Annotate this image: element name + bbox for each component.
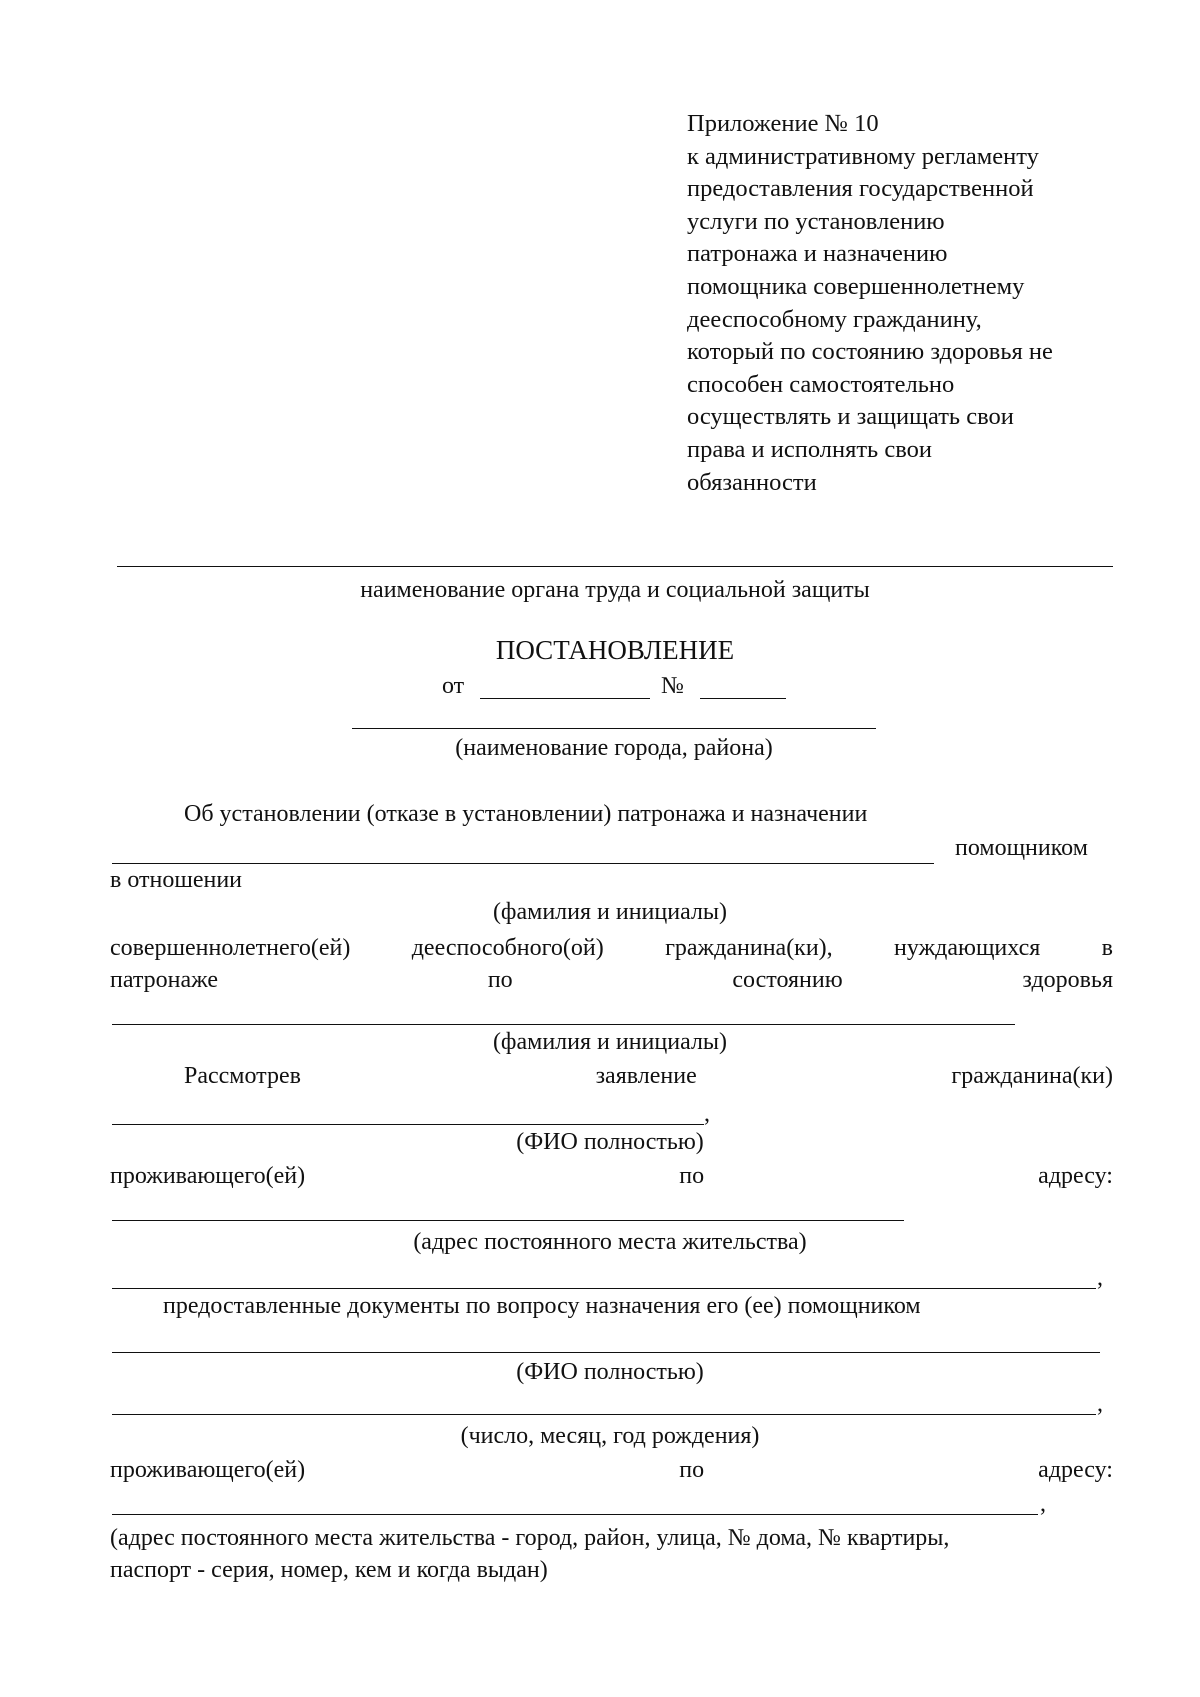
- from-label: от: [442, 673, 465, 699]
- row-word: здоровья: [1022, 967, 1113, 993]
- address-note-line-1: (адрес постоянного места жительства - город, район, улица, № дома, № квартиры,: [110, 1525, 950, 1551]
- number-label: №: [661, 673, 684, 699]
- applicant-name-field[interactable]: [112, 1124, 704, 1125]
- row-word: по: [679, 1457, 705, 1483]
- living-row-1: [110, 1162, 1113, 1190]
- number-field[interactable]: [700, 698, 786, 699]
- address-caption: (адрес постоянного места жительства): [413, 1229, 807, 1255]
- row-word: состоянию: [732, 967, 843, 993]
- row-word: проживающего(ей): [110, 1457, 306, 1483]
- annex-line: который по состоянию здоровья не: [687, 338, 1053, 366]
- fio-caption-2: (ФИО полностью): [516, 1359, 704, 1385]
- city-caption: (наименование города, района): [455, 735, 773, 761]
- row-word: по: [679, 1163, 705, 1189]
- subject-line: Об установлении (отказе в установлении) патронажа и назначении: [184, 801, 868, 827]
- annex-line: к административному регламенту: [687, 142, 1039, 170]
- comma: ,: [1097, 1391, 1103, 1417]
- assistant-word: помощником: [955, 835, 1088, 861]
- row-word: адресу:: [1038, 1163, 1113, 1189]
- comma: ,: [704, 1101, 710, 1127]
- name-caption-2: (фамилия и инициалы): [492, 1029, 728, 1055]
- row-word: нуждающихся: [894, 935, 1041, 961]
- organ-name-field[interactable]: [117, 566, 1113, 567]
- considered-row: [184, 1062, 1113, 1090]
- row-word: по: [487, 967, 513, 993]
- row-word: гражданина(ки): [951, 1063, 1113, 1089]
- assistant-address-field[interactable]: [112, 1514, 1038, 1515]
- annex-block: [687, 108, 1053, 499]
- row-word: адресу:: [1038, 1457, 1113, 1483]
- fio-caption-1: (ФИО полностью): [516, 1129, 704, 1155]
- annex-line: помощника совершеннолетнему: [687, 272, 1025, 300]
- annex-line: права и исполнять свои: [687, 435, 932, 463]
- row-word: совершеннолетнего(ей): [110, 935, 351, 961]
- annex-line: обязанности: [687, 468, 817, 496]
- applicant-address-field[interactable]: [112, 1220, 904, 1221]
- annex-line: услуги по установлению: [687, 207, 945, 235]
- documents-line: предоставленные документы по вопросу назначения его (ее) помощником: [163, 1293, 921, 1319]
- birth-date-field[interactable]: [112, 1414, 1096, 1415]
- in-relation-label: в отношении: [110, 867, 243, 893]
- annex-line: Приложение № 10: [687, 110, 879, 137]
- comma: ,: [1097, 1265, 1103, 1291]
- row-word: гражданина(ки),: [665, 935, 833, 961]
- organ-caption: наименование органа труда и социальной защиты: [360, 577, 870, 603]
- row-word: патронаже: [110, 967, 219, 993]
- living-row-2: [110, 1456, 1113, 1484]
- name-caption-1: (фамилия и инициалы): [492, 899, 728, 925]
- citizen-row-1: [110, 934, 1113, 962]
- birth-caption: (число, месяц, год рождения): [460, 1423, 760, 1449]
- annex-line: способен самостоятельно: [687, 370, 955, 398]
- row-word: Рассмотрев: [184, 1063, 301, 1089]
- annex-line: осуществлять и защищать свои: [687, 403, 1014, 431]
- row-word: в: [1101, 935, 1113, 961]
- comma: ,: [1040, 1491, 1046, 1517]
- applicant-address-field-2[interactable]: [112, 1288, 1096, 1289]
- assistant-name-field[interactable]: [112, 863, 934, 864]
- assistant-fio-field[interactable]: [112, 1352, 1100, 1353]
- row-word: проживающего(ей): [110, 1163, 306, 1189]
- annex-line: предоставления государственной: [687, 175, 1034, 203]
- row-word: дееспособного(ой): [411, 935, 604, 961]
- annex-line: патронажа и назначению: [687, 240, 948, 268]
- row-word: заявление: [595, 1063, 697, 1089]
- annex-line: дееспособному гражданину,: [687, 305, 982, 333]
- citizen-row-2: [110, 966, 1113, 994]
- date-field[interactable]: [480, 698, 650, 699]
- document-title: ПОСТАНОВЛЕНИЕ: [495, 635, 735, 665]
- address-note-line-2: паспорт - серия, номер, кем и когда выдан): [110, 1557, 548, 1583]
- citizen-name-field[interactable]: [112, 1024, 1015, 1025]
- city-field[interactable]: [352, 728, 876, 729]
